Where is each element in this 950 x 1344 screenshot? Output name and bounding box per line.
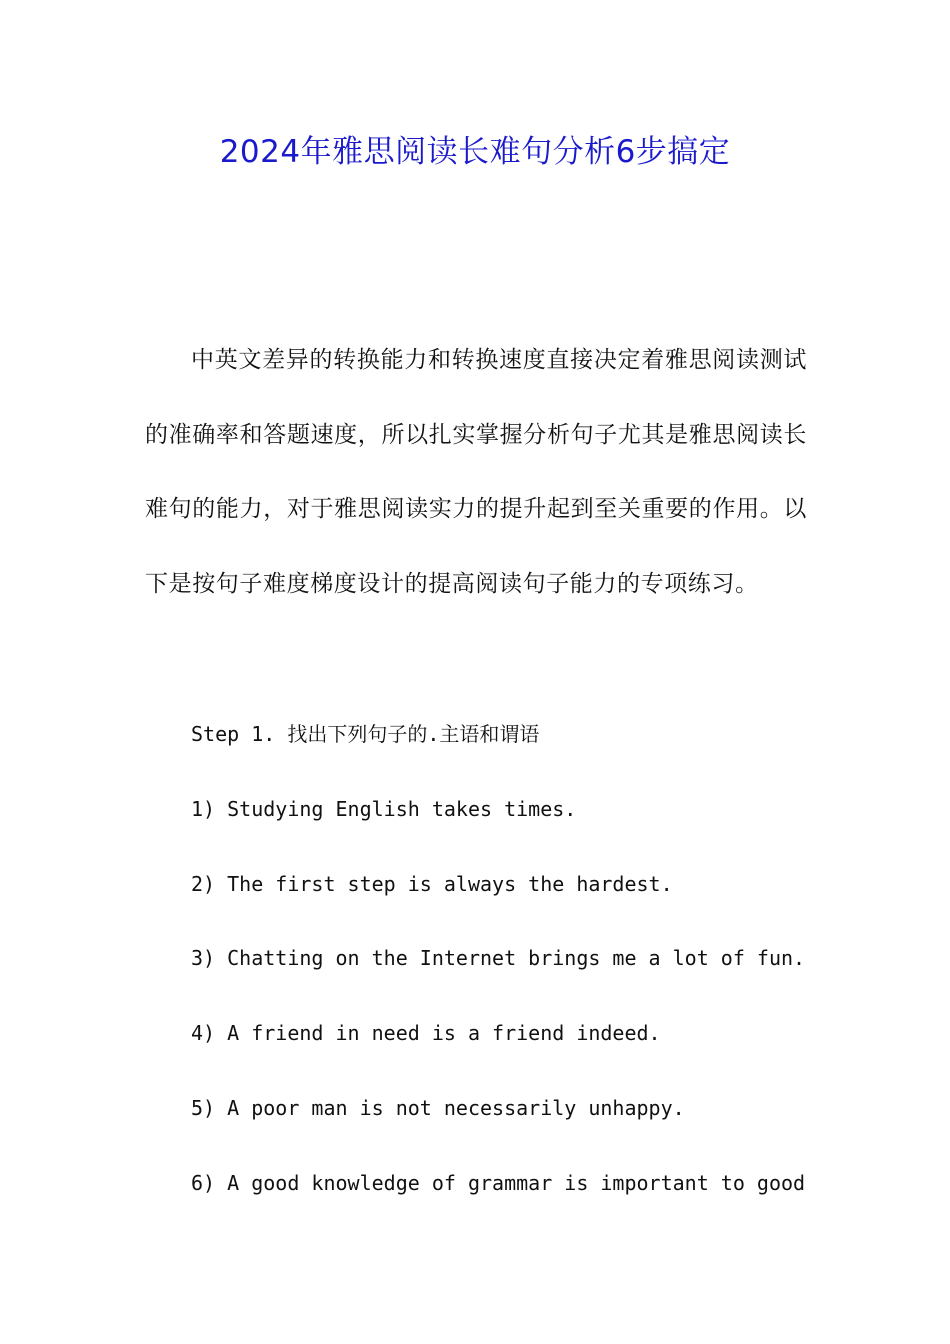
intro-paragraph: 中英文差异的转换能力和转换速度直接决定着雅思阅读测试的准确率和答题速度，所以扎实掌握分析句子尤其是雅思阅读长难句的能力，对于雅思阅读实力的提升起到至关重要的作用。以下是按句子难度梯度设计的提高阅读句子能力的专项练习。 bbox=[145, 347, 807, 597]
sentence-item: 4) A friend in need is a friend indeed. bbox=[191, 1021, 661, 1046]
sentence-item: 3) Chatting on the Internet brings me a lot of fun. bbox=[191, 946, 806, 971]
sentence-item: 1) Studying English takes times. bbox=[191, 796, 577, 821]
step-heading: Step 1. 找出下列句子的.主语和谓语 bbox=[191, 722, 540, 746]
sentence-item: 6) A good knowledge of grammar is important to good bbox=[191, 1170, 806, 1195]
sentence-item: 5) A poor man is not necessarily unhappy. bbox=[191, 1095, 685, 1120]
exercise-list bbox=[191, 697, 811, 1221]
sentence-item: 2) The first step is always the hardest. bbox=[191, 871, 673, 896]
document-title: 2024年雅思阅读长难句分析6步搞定 bbox=[219, 134, 731, 170]
